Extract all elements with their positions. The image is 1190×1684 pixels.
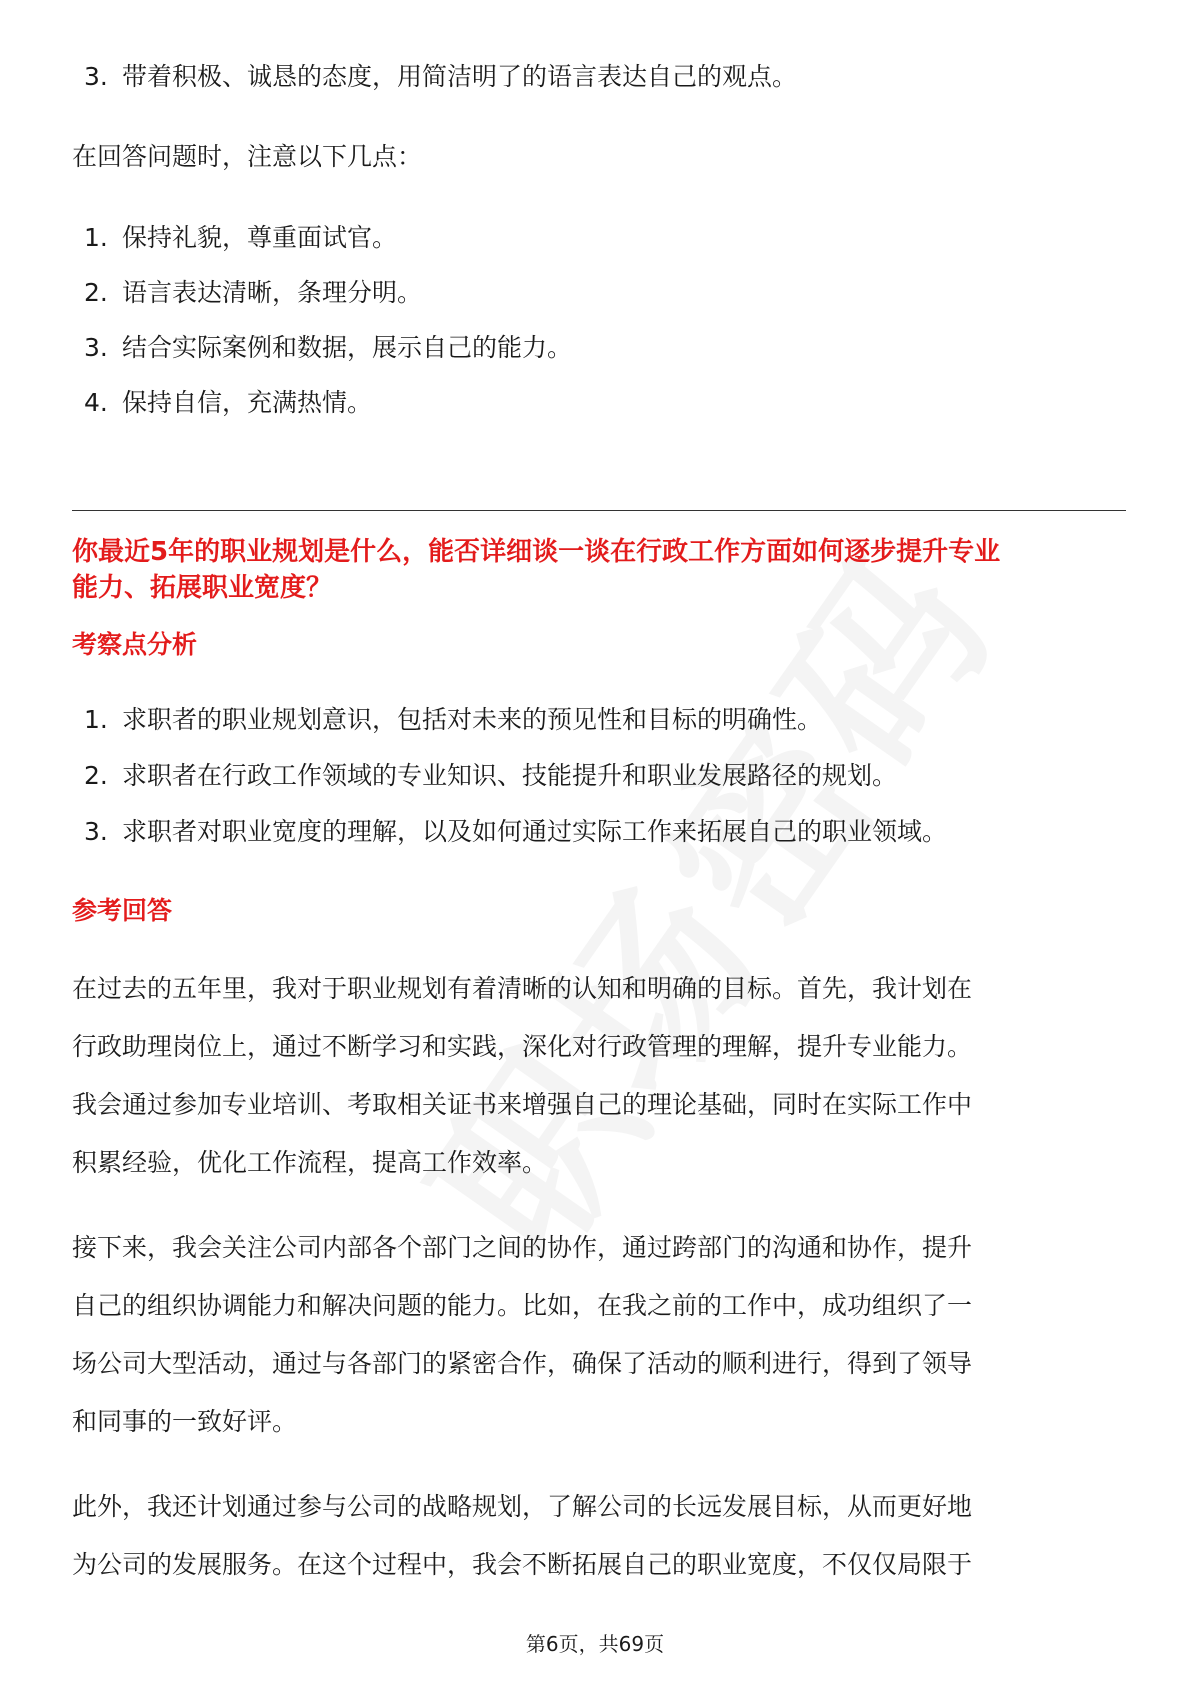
- list-item: [84, 761, 897, 791]
- answer-line: 自己的组织协调能力和解决问题的能力。比如，在我之前的工作中，成功组织了一: [72, 1291, 973, 1320]
- list-text: 求职者对职业宽度的理解，以及如何通过实际工作来拓展自己的职业领域。: [122, 817, 948, 846]
- question-title-line2: 能力、拓展职业宽度？: [72, 573, 333, 603]
- answer-heading: 参考回答: [72, 896, 173, 925]
- list-text: 保持自信，充满热情。: [122, 388, 373, 417]
- list-text: 保持礼貌，尊重面试官。: [122, 223, 398, 252]
- list-item: [84, 278, 422, 308]
- list-item: [84, 705, 822, 735]
- analysis-heading: 考察点分析: [72, 630, 198, 659]
- list-number: 1.: [84, 223, 108, 252]
- document-page: [72, 0, 1126, 1684]
- answer-line: 在过去的五年里，我对于职业规划有着清晰的认知和明确的目标。首先，我计划在: [72, 974, 973, 1003]
- tips-heading: 在回答问题时，注意以下几点：: [72, 142, 423, 171]
- list-number: 4.: [84, 388, 108, 417]
- answer-line: 接下来，我会关注公司内部各个部门之间的协作，通过跨部门的沟通和协作，提升: [72, 1233, 973, 1262]
- answer-line: 行政助理岗位上，通过不断学习和实践，深化对行政管理的理解，提升专业能力。: [72, 1032, 973, 1061]
- list-item: [84, 333, 572, 363]
- list-text: 带着积极、诚恳的态度，用简洁明了的语言表达自己的观点。: [122, 62, 798, 91]
- list-number: 3.: [84, 333, 108, 362]
- list-number: 2.: [84, 278, 108, 307]
- list-item: [84, 817, 947, 847]
- answer-line: 和同事的一致好评。: [72, 1407, 298, 1436]
- answer-line: 我会通过参加专业培训、考取相关证书来增强自己的理论基础，同时在实际工作中: [72, 1090, 973, 1119]
- list-number: 3.: [84, 62, 108, 91]
- page-footer: 第6页，共69页: [525, 1632, 665, 1656]
- list-item: [84, 62, 797, 92]
- list-item: [84, 388, 372, 418]
- list-number: 1.: [84, 705, 108, 734]
- answer-line: 为公司的发展服务。在这个过程中，我会不断拓展自己的职业宽度，不仅仅局限于: [72, 1550, 973, 1579]
- answer-line: 积累经验，优化工作流程，提高工作效率。: [72, 1148, 548, 1177]
- watermark: [361, 491, 1043, 1303]
- list-number: 2.: [84, 761, 108, 790]
- section-divider: [72, 510, 1126, 511]
- list-text: 求职者的职业规划意识，包括对未来的预见性和目标的明确性。: [122, 705, 823, 734]
- answer-line: 场公司大型活动，通过与各部门的紧密合作，确保了活动的顺利进行，得到了领导: [72, 1349, 973, 1378]
- list-number: 3.: [84, 817, 108, 846]
- list-text: 结合实际案例和数据，展示自己的能力。: [122, 333, 573, 362]
- list-text: 语言表达清晰，条理分明。: [122, 278, 423, 307]
- question-title-line1: 你最近5年的职业规划是什么，能否详细谈一谈在行政工作方面如何逐步提升专业: [72, 537, 1001, 567]
- list-text: 求职者在行政工作领域的专业知识、技能提升和职业发展路径的规划。: [122, 761, 898, 790]
- list-item: [84, 223, 397, 253]
- answer-line: 此外，我还计划通过参与公司的战略规划，了解公司的长远发展目标，从而更好地: [72, 1492, 973, 1521]
